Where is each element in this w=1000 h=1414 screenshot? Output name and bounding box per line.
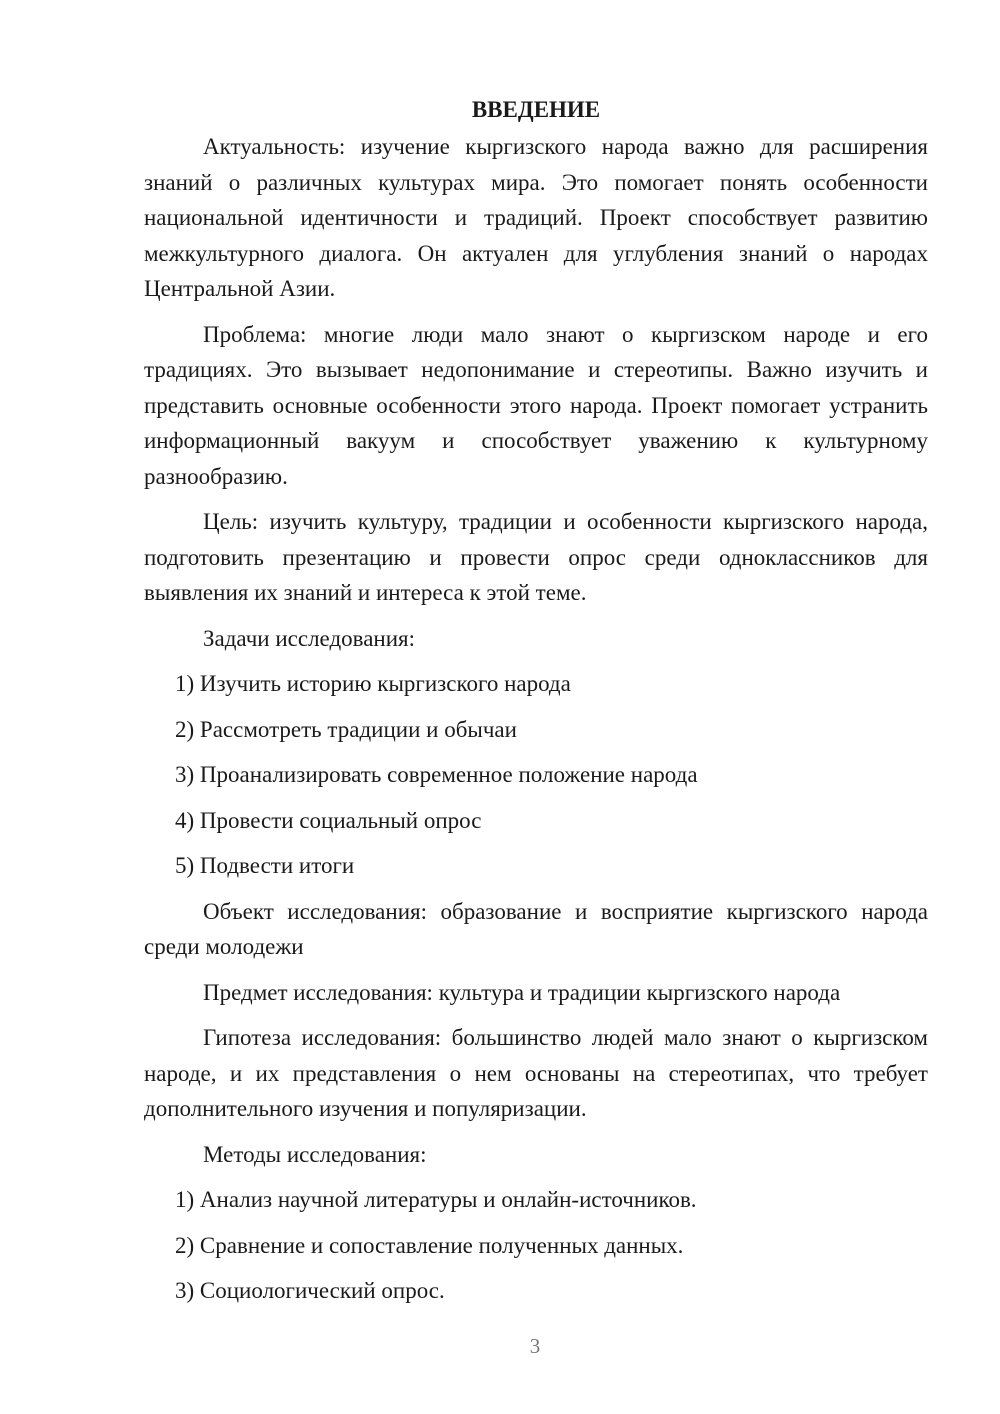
task-item: 2) Рассмотреть традиции и обычаи [175, 716, 517, 742]
task-item: 4) Провести социальный опрос [175, 807, 482, 833]
relevance-paragraph: Актуальность: изучение кыргизского народа важно для расширения знаний о различных культурах мира. Это помогает понять особенности национальной идентичности и традиций. Проект способствует развитию межкультурного диалога. Он актуален для углубления знаний о народах Центральной Азии. [144, 134, 928, 301]
page-content [144, 92, 928, 1319]
problem-paragraph: Проблема: многие люди мало знают о кыргизском народе и его традициях. Это вызывает недопонимание и стереотипы. Важно изучить и представить основные особенности этого народа. Проект помогает устранить информационный вакуум и способствует уважению к культурному разнообразию. [144, 321, 928, 489]
methods-heading: Методы исследования: [203, 1141, 427, 1167]
page-number: 3 [529, 1334, 541, 1358]
method-item: 3) Социологический опрос. [175, 1278, 445, 1303]
method-item: 2) Сравнение и сопоставление полученных данных. [175, 1232, 684, 1258]
subject-paragraph: Предмет исследования: культура и традиции кыргизского народа [203, 979, 841, 1005]
object-paragraph: Объект исследования: образование и восприятие кыргизского народа среди молодежи [144, 898, 928, 959]
task-item: 1) Изучить историю кыргизского народа [175, 671, 571, 696]
task-item: 3) Проанализировать современное положение народа [175, 762, 698, 787]
task-item: 5) Подвести итоги [175, 853, 355, 878]
tasks-list [144, 666, 928, 884]
hypothesis-paragraph: Гипотеза исследования: большинство людей мало знают о кыргизском народе, и их представления о нем основаны на стереотипах, что требует дополнительного изучения и популяризации. [144, 1025, 928, 1121]
method-item: 1) Анализ научной литературы и онлайн-источников. [175, 1187, 697, 1212]
section-title: ВВЕДЕНИЕ [471, 97, 601, 122]
methods-list [144, 1182, 928, 1309]
tasks-heading: Задачи исследования: [203, 625, 416, 651]
goal-paragraph: Цель: изучить культуру, традиции и особенности кыргизского народа, подготовить презентацию и провести опрос среди одноклассников для выявления их знаний и интереса к этой теме. [144, 509, 928, 605]
